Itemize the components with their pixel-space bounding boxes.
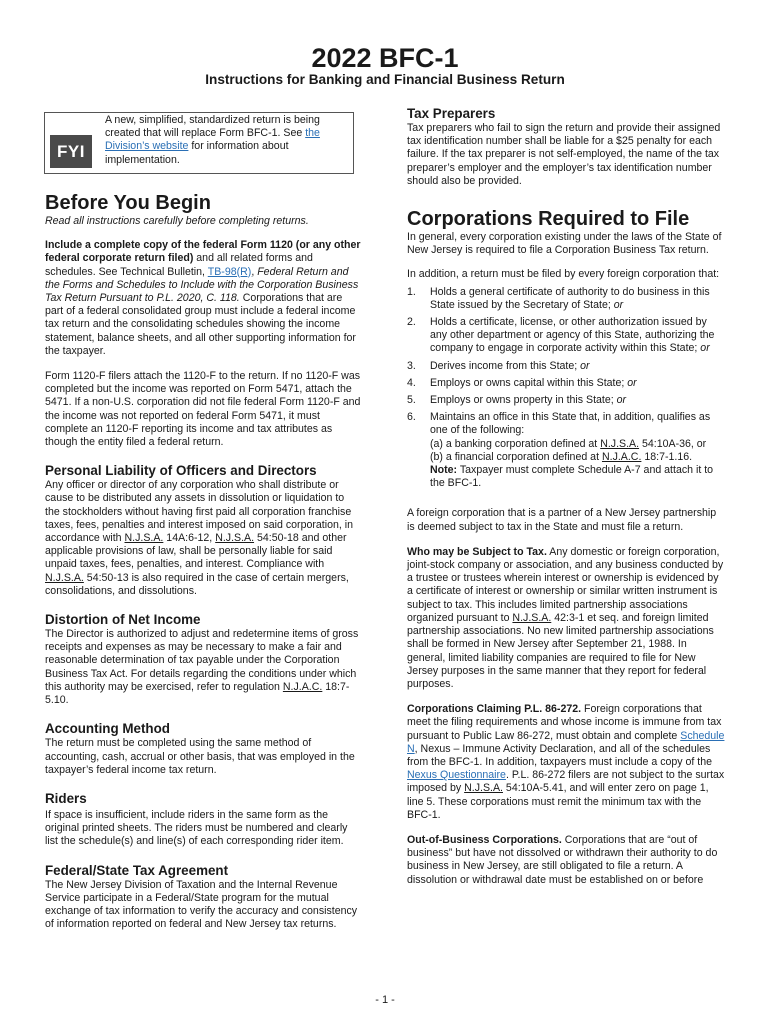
schedule-n-link[interactable]: Schedule N [407, 729, 725, 755]
list-item: 3. Derives income from this State; or [407, 359, 590, 372]
before-intro: Read all instructions carefully before completing returns. [45, 215, 309, 227]
distortion-text: The Director is authorized to adjust and redetermine items of gross receipts and expenses as may be necessary to make a fair and reasonable determination of tax payable under the Corporation Business Tax Act. For details regarding the conditions under which this authority may be exercised, refer to regulation N.J.A.C. 18:7-5.10. [45, 628, 359, 707]
before-heading: Before You Begin [45, 192, 211, 214]
page-number: - 1 - [375, 994, 395, 1006]
out-of-business-text: Out-of-Business Corporations. Corporations that are “out of business” but have not dissolved or withdrawn their authority to do business in New Jersey, are still obligated to file a return. A dissolution or withdrawal date must be established on or before [407, 833, 718, 886]
personal-liability-text: Any officer or director of any corporation who shall distribute or cause to be distributed any assets in dissolution or liquidation to the stockholders without having first paid all corporation franchise taxes, fees, penalties and interest imposed on said corporation, in accordance with N.J.S.A. 14A:6-12, N.J.S.A. 54:50-18 and other applicable provisions of law, shall be personally liable for said unpaid taxes, fees, penalties, and interest. Compliance with N.J.S.A. 54:50-13 is also required in the case of certain mergers, consolidations, and dissolutions. [45, 479, 353, 597]
personal-liability-heading: Personal Liability of Officers and Directors [45, 463, 317, 479]
riders-heading: Riders [45, 790, 87, 806]
tax-preparers-heading: Tax Preparers [407, 106, 496, 121]
tb-98r-link[interactable]: TB-98(R) [207, 265, 252, 278]
list-item: 2. Holds a certificate, license, or other authorization issued by any other department or agency of this State, authorizing the company to engage in corporate activity within this State; or [407, 316, 715, 355]
page-subtitle: Instructions for Banking and Financial Business Return [205, 72, 565, 87]
required-paragraph-3: A foreign corporation that is a partner of a New Jersey partnership is deemed subject to tax in the State and must file a return. [407, 507, 717, 533]
before-paragraph-2: Form 1120-F filers attach the 1120-F to the return. If no 1120-F was completed but the income was reported on Form 5471, attach the 5471. If a non-U.S. corporation did not file federal Form 1120-F and the income was not reported on federal Form 5471, it must complete an 1120-F reporting its income and tax attributes as though the entity filed a federal return. [45, 370, 361, 449]
list-item: 5. Employs or owns property in this State; or [407, 394, 627, 407]
left-column [45, 191, 361, 931]
distortion-heading: Distortion of Net Income [45, 612, 201, 628]
who-may-be-subject-text: Who may be Subject to Tax. Any domestic or foreign corporation, joint-stock company or association, and any business conducted by a trustee or trustees wherein interest or ownership is evidenced by a certificate of interest or ownership or similar written instrument is subject to tax. This includes limited partnership associations organized pursuant to N.J.S.A. 42:3-1 et seq. and foreign limited partnership associations. No new limited partnership associations shall be formed in New Jersey after September 21, 1988. In general, limited liability companies are required to file for New Jersey purposes in the same manner that they report for federal purposes. [407, 545, 724, 690]
before-paragraph-1: Include a complete copy of the federal Form 1120 (or any other federal corporate return filed) and all related forms and schedules. See Technical Bulletin, TB-98(R), Federal Return and the Forms and Schedules to Include with the Corporation Business Tax Return Pursuant to P.L. 2020, C. 118. Corporations that are part of a federal consolidated group must include a federal income tax return and the consolidating schedules showing the income statement, balance sheets, and all other supporting information for the taxpayer. [45, 239, 361, 357]
list-item: 1. Holds a general certificate of authority to do business in this State issued by the Secretary of State; or [407, 285, 710, 311]
riders-text: If space is insufficient, include riders in the same form as the original printed sheets. The riders must be numbered and clearly list the schedule(s) and line(s) of each corresponding rider item. [45, 808, 348, 848]
federal-state-text: The New Jersey Division of Taxation and the Internal Revenue Service participate in a Federal/State program for the mutual exchange of tax information to verify the accuracy and consistency of information reported on federal and New Jersey tax returns. [45, 878, 358, 931]
division-website-link[interactable]: the Division’s website [105, 127, 320, 153]
right-column [407, 106, 725, 887]
accounting-text: The return must be completed using the same method of accounting, cash, accrual or other basis, that was employed in the taxpayer’s federal income tax return. [45, 737, 355, 776]
corporations-required-heading: Corporations Required to File [407, 208, 690, 231]
required-paragraph-1: In general, every corporation existing under the laws of the State of New Jersey is required to file a Corporation Business Tax return. [407, 231, 722, 257]
fyi-text: A new, simplified, standardized return is being created that will replace Form BFC-1. See the Division’s website for information about implementation. [105, 114, 320, 166]
tax-preparers-text: Tax preparers who fail to sign the return and provide their assigned tax identification number shall be liable for a $25 penalty for each failure. If the tax preparer is not self-employed, the name of the tax preparer’s employer and the employer’s tax identification number should also be provided. [407, 122, 721, 187]
nexus-questionnaire-link[interactable]: Nexus Questionnaire [407, 769, 506, 782]
claiming-pl-86-272-text: Corporations Claiming P.L. 86-272. Foreign corporations that meet the filing requirements and whose income is immune from tax pursuant to Public Law 86-272, must obtain and complete Schedule N, Nexus – Immune Activity Declaration, and all of the schedules from the BFC-1. In addition, taxpayers must include a copy of the Nexus Questionnaire. P.L. 86-272 filers are not subject to the surtax imposed by N.J.S.A. 54:10A-5.41, and will enter zero on page 1, line 5. These corporations must remit the minimum tax with the BFC-1. [407, 703, 725, 821]
federal-state-heading: Federal/State Tax Agreement [45, 862, 229, 878]
list-item: 6. Maintains an office in this State that, in addition, qualifies as one of the following: (a) a banking corporation defined at N.J.S.A. 54:10A-36, or (b) a financial corporation defined at N.J.A.C. 18:7-1.16. Note: Taxpayer must complete Schedule A-7 and attach it to the BFC-1. [407, 411, 714, 490]
accounting-heading: Accounting Method [45, 721, 170, 737]
required-paragraph-2: In addition, a return must be filed by every foreign corporation that: [407, 268, 720, 281]
list-item: 4. Employs or owns capital within this State; or [407, 376, 637, 389]
fyi-box [44, 112, 354, 174]
required-list [407, 286, 725, 491]
page-title: 2022 BFC-1 [311, 43, 459, 73]
fyi-icon: FYI [50, 135, 92, 168]
